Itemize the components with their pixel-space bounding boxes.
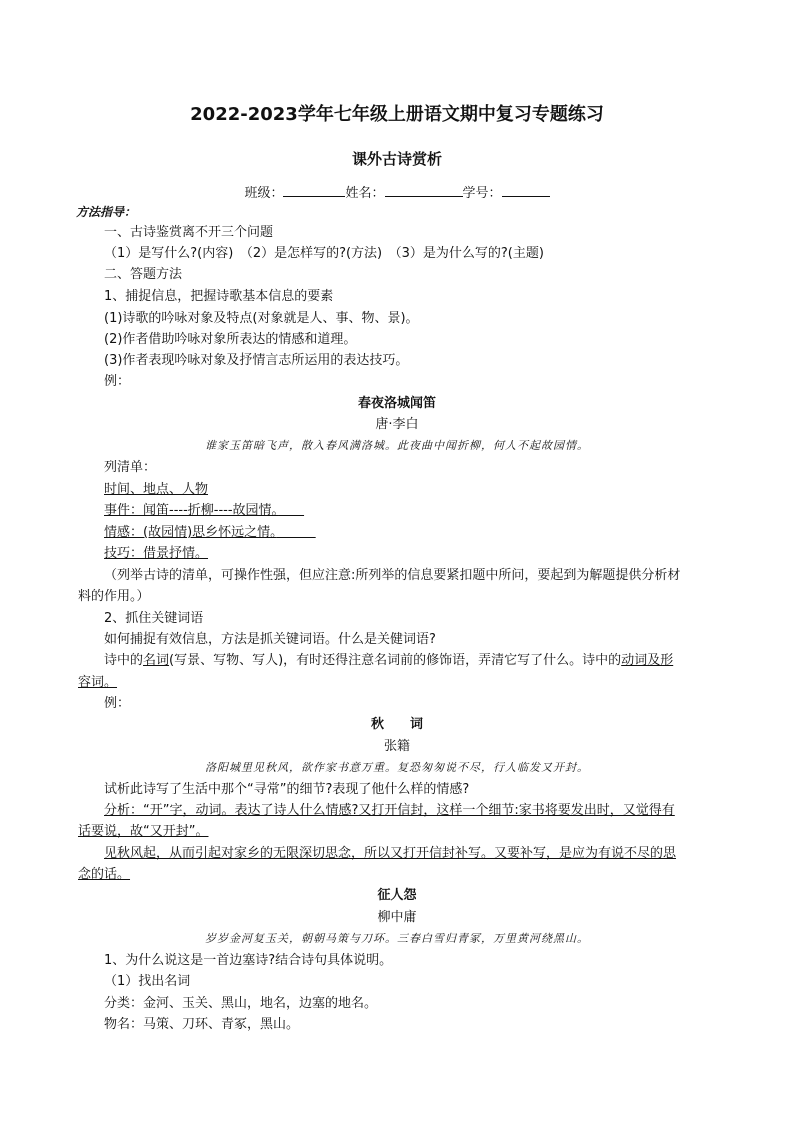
point1-item-a: (1)诗歌的吟咏对象及特点(对象就是人、事、物、景)。 [104, 311, 419, 326]
page-subtitle: 课外古诗赏析 [351, 150, 442, 168]
page-title: 2022-2023学年七年级上册语文期中复习专题练习 [190, 104, 604, 125]
class-label: 班级： [244, 186, 284, 201]
example-label-2: 例： [104, 696, 131, 711]
question3-category: 分类：金河、玉关、黑山，地名，边塞的地名。 [104, 996, 378, 1011]
point2-heading: 2、抓住关键词语 [104, 611, 204, 626]
list-item-2 [104, 502, 304, 520]
section2-heading: 二、答题方法 [104, 267, 183, 282]
list-note-b: 料的作用。） [78, 589, 150, 604]
question3-step1: （1）找出名词 [104, 974, 191, 989]
poem1-text: 谁家玉笛暗飞声，散入春风满洛城。此夜曲中闻折柳，何人不起故园情。 [205, 439, 589, 452]
point2-verb: 动词及形 [621, 653, 674, 668]
poem2-text: 洛阳城里见秋风，欲作家书意万重。复恐匆匆说不尽，行人临发又开封。 [205, 761, 589, 774]
point2-line2-c: (写景、写物、写人)，有时还得注意名词前的修饰语，弄清它写了什么。诗中的 [169, 653, 622, 668]
name-label: 姓名： [345, 186, 385, 201]
list-item-2-text: 事件：闻笛----折柳----故园情。 [104, 503, 279, 518]
poem3-text: 岁岁金河复玉关，朝朝马策与刀环。三春白雪归青冢，万里黄河绕黑山。 [205, 932, 589, 945]
name-blank [385, 183, 463, 197]
point2-line3: 容词。 [78, 675, 118, 690]
poem1-title: 春夜洛城闻笛 [357, 396, 436, 411]
point2-line1: 如何捕捉有效信息，方法是抓关键词语。什么是关健词语? [104, 632, 436, 647]
student-info-line [0, 183, 794, 203]
question3-objects: 物名：马策、刀环、青冢，黑山。 [104, 1017, 300, 1032]
poem2-author: 张籍 [383, 739, 410, 754]
poem3-title: 征人怨 [377, 888, 417, 903]
list-note-a: （列举古诗的清单，可操作性强，但应注意:所列举的信息要紧扣题中所问，要起到为解题提供分析材 [104, 568, 681, 583]
analysis-line-2: 话要说，故“又开封”。 [78, 824, 209, 839]
section1-heading: 一、古诗鉴赏离不开三个问题 [104, 225, 274, 240]
analysis-line-3: 见秋风起，从而引起对家乡的无限深切思念，所以又打开信封补写。又要补写，是应为有说不尽的思 [104, 846, 677, 861]
section1-questions: （1）是写什么?(内容) （2）是怎样写的?(方法) （3）是为什么写的?(主题) [104, 246, 544, 261]
question3: 1、为什么说这是一首边塞诗?结合诗句具体说明。 [104, 953, 393, 968]
poem3-author: 柳中庸 [377, 910, 417, 925]
point2-line2 [104, 652, 673, 670]
point2-noun: 名词 [143, 653, 170, 668]
class-blank [283, 183, 345, 197]
list-item-3-text: 情感：(故园情)思乡怀远之情。 [104, 525, 277, 540]
point2-line2-a: 诗中的 [104, 653, 144, 668]
id-blank [502, 183, 550, 197]
analysis-line-1: 分析：“开”字，动词。表达了诗人什么情感?又打开信封，这样一个细节:家书将要发出时，又觉得有 [104, 803, 675, 818]
analysis-line-4: 念的话。 [78, 867, 131, 882]
id-label: 学号： [462, 186, 502, 201]
list-item-1: 时间、地点、人物 [104, 482, 209, 497]
poem2-title: 秋 词 [370, 717, 423, 732]
method-label: 方法指导： [76, 205, 137, 219]
list-item-4: 技巧：借景抒情。 [104, 546, 209, 561]
list-item-3 [104, 524, 316, 542]
point1-item-b: (2)作者借助吟咏对象所表达的情感和道理。 [104, 332, 357, 347]
point1-item-c: (3)作者表现吟咏对象及抒情言志所运用的表达技巧。 [104, 353, 409, 368]
point1-heading: 1、捕捉信息，把握诗歌基本信息的要素 [104, 289, 334, 304]
analysis-question: 试析此诗写了生活中那个“寻常”的细节?表现了他什么样的情感? [104, 782, 470, 797]
list-label: 列清单： [104, 460, 157, 475]
example-label-1: 例： [104, 374, 131, 389]
poem1-author: 唐·李白 [375, 417, 419, 432]
